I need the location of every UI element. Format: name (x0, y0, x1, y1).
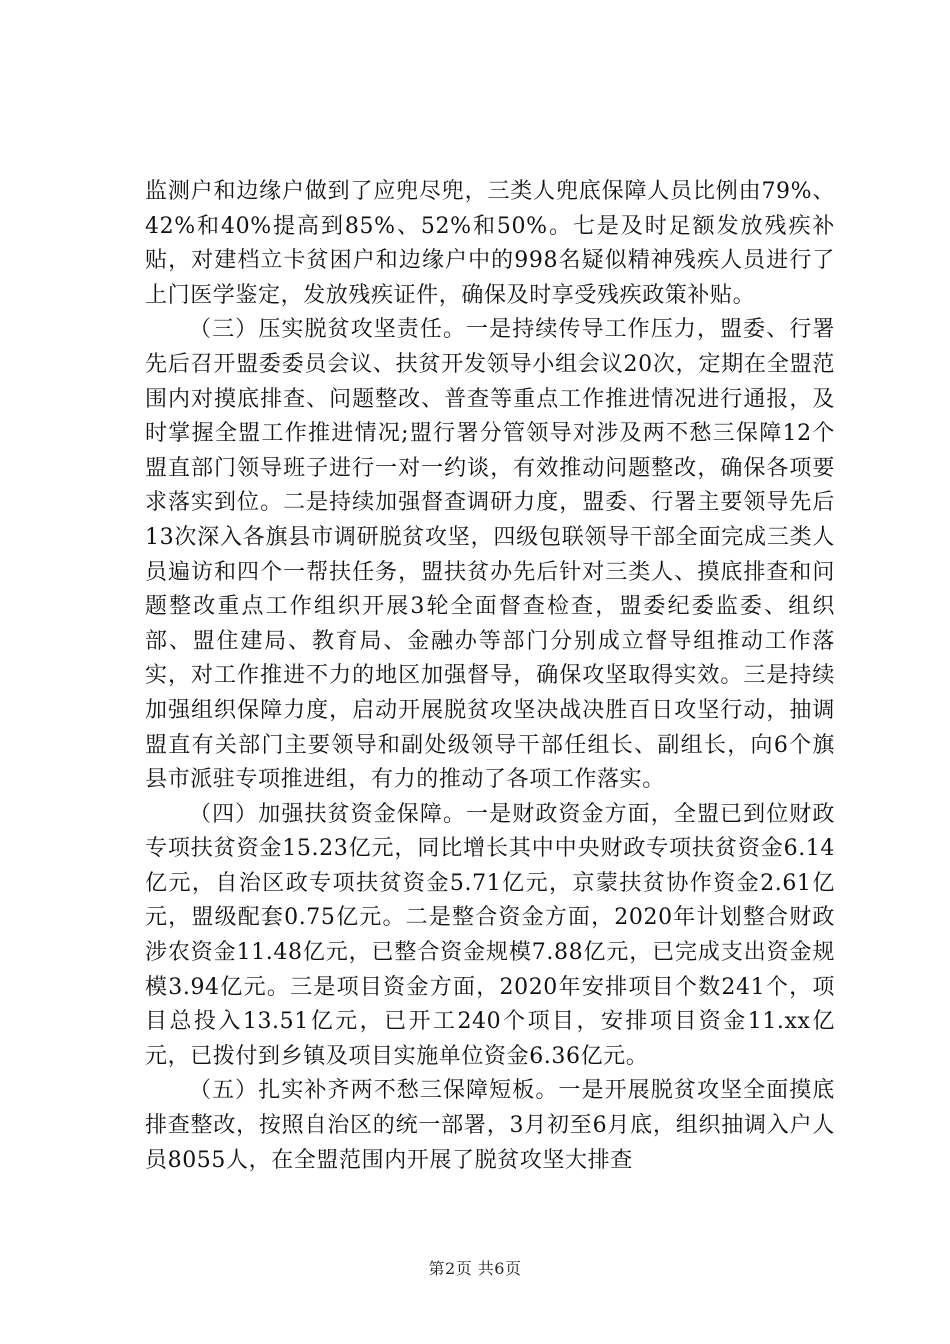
paragraph-section-5: （五）扎实补齐两不愁三保障短板。一是开展脱贫攻坚全面摸底排查整改，按照自治区的统一部署，3月初至6月底，组织抽调入户人员8055人，在全盟范围内开展了脱贫攻坚大排查 (145, 1078, 835, 1173)
paragraph-continued: 监测户和边缘户做到了应兜尽兜，三类人兜底保障人员比例由79%、42%和40%提高到85%、52%和50%。七是及时足额发放残疾补贴，对建档立卡贫困户和边缘户中的998名疑似精神残疾人员进行了上门医学鉴定，发放残疾证件，确保及时享受残疾政策补贴。 (145, 179, 835, 308)
page-number: 第2页 共6页 (428, 1259, 522, 1278)
paragraph-section-3: （三）压实脱贫攻坚责任。一是持续传导工作压力，盟委、行署先后召开盟委委员会议、扶贫开发领导小组会议20次，定期在全盟范围内对摸底排查、问题整改、普查等重点工作推进情况进行通报，及时掌握全盟工作推进情况;盟行署分管领导对涉及两不愁三保障12个盟直部门领导班子进行一对一约谈，有效推动问题整改，确保各项要求落实到位。二是持续加强督查调研力度，盟委、行署主要领导先后13次深入各旗县市调研脱贫攻坚，四级包联领导干部全面完成三类人员遍访和四个一帮扶任务，盟扶贫办先后针对三类人、摸底排查和问题整改重点工作组织开展3轮全面督查检查，盟委纪委监委、组织部、盟住建局、教育局、金融办等部门分别成立督导组推动工作落实，对工作推进不力的地区加强督导，确保攻坚取得实效。三是持续加强组织保障力度，启动开展脱贫攻坚决战决胜百日攻坚行动，抽调盟直有关部门主要领导和副处级领导干部任组长、副组长，向6个旗县市派驻专项推进组，有力的推动了各项工作落实。 (145, 317, 835, 793)
paragraph-section-4: （四）加强扶贫资金保障。一是财政资金方面，全盟已到位财政专项扶贫资金15.23亿元，同比增长其中中央财政专项扶贫资金6.14亿元，自治区政专项扶贫资金5.71亿元，京蒙扶贫协作资金2.61亿元，盟级配套0.75亿元。二是整合资金方面，2020年计划整合财政涉农资金11.48亿元，已整合资金规模7.88亿元，已完成支出资金规模3.94亿元。三是项目资金方面，2020年安排项目个数241个，项目总投入13.51亿元，已开工240个项目，安排项目资金11.xx亿元，已拨付到乡镇及项目实施单位资金6.36亿元。 (145, 801, 835, 1069)
page-footer (0, 1256, 950, 1279)
document-body (145, 175, 835, 1178)
